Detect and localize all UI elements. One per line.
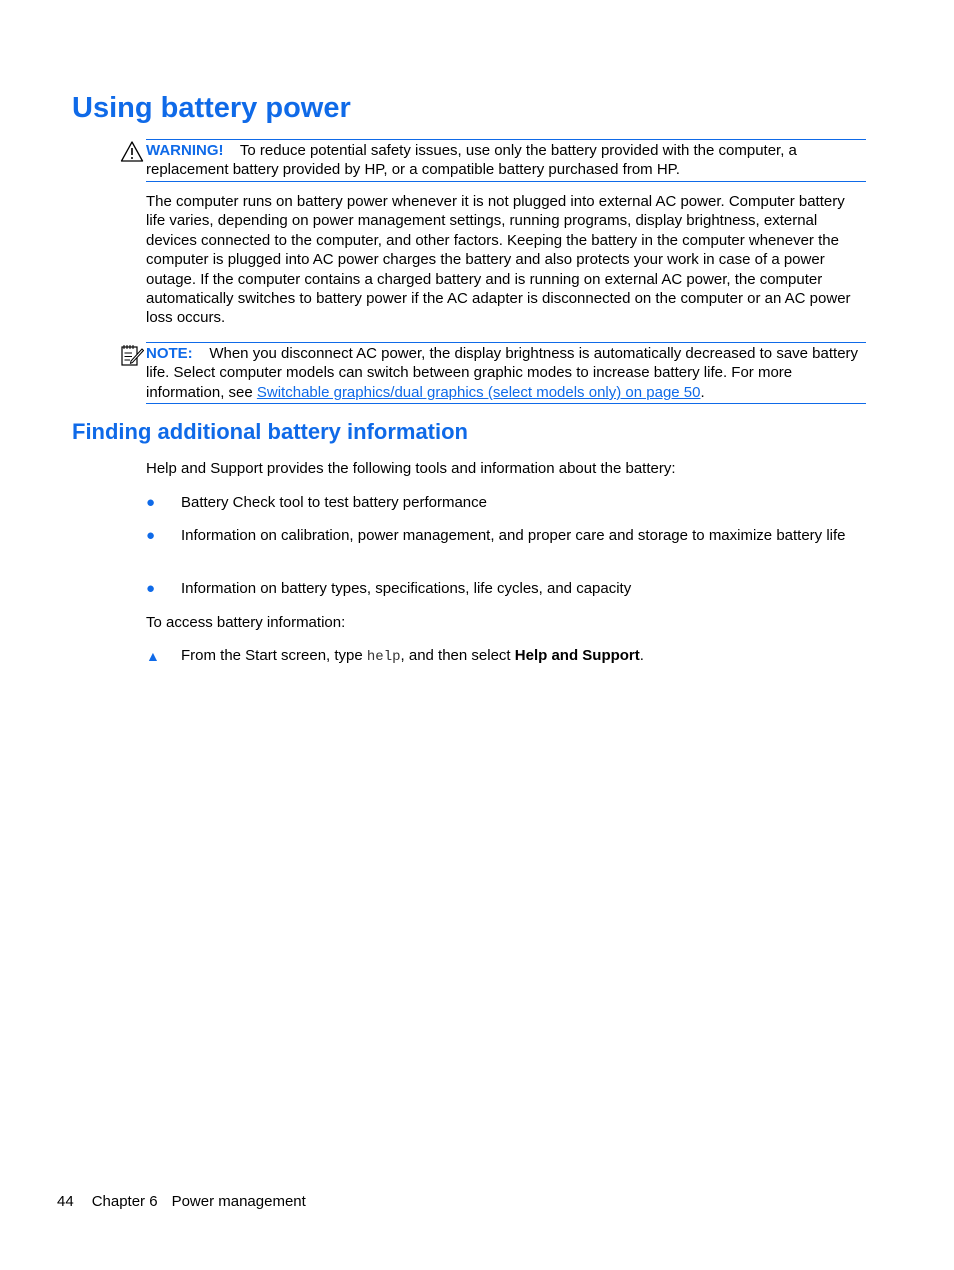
page-title: Using battery power	[72, 92, 351, 124]
access-intro: To access battery information:	[146, 614, 346, 631]
step-text	[181, 646, 871, 667]
footer-chapter: Chapter 6	[91, 1193, 158, 1210]
note-label: NOTE:	[146, 345, 193, 362]
page-footer	[57, 1192, 324, 1211]
page-number: 44	[57, 1193, 74, 1210]
step-text-end: .	[639, 647, 644, 664]
warning-triangle-icon	[120, 140, 144, 164]
help-intro: Help and Support provides the following tools and information about the battery:	[146, 460, 676, 477]
step-text-middle: , and then select	[400, 647, 515, 664]
step-triangle-icon: ▲	[146, 648, 160, 664]
help-and-support-label: Help and Support	[514, 647, 640, 664]
list-item: Information on battery types, specifications, life cycles, and capacity	[181, 580, 632, 597]
bullet-icon: ●	[146, 580, 156, 597]
step-text-start: From the Start screen, type	[181, 647, 367, 664]
list-item: Information on calibration, power management, and proper care and storage to maximize battery life	[181, 527, 846, 544]
intro-paragraph: The computer runs on battery power whenever it is not plugged into external AC power. Computer battery life varies, depending on power management settings, running programs, display brightness, external devices connected to the computer, and other factors. Keeping the battery in the computer whenever the computer is plugged into AC power charges the battery and also protects your work in case of a power outage. If the computer contains a charged battery and is running on external AC power, the computer automatically switches to battery power if the AC adapter is disconnected on the computer or an AC power loss occurs.	[146, 193, 851, 327]
note-callout	[146, 342, 866, 404]
bullet-icon: ●	[146, 527, 156, 544]
warning-text: To reduce potential safety issues, use only the battery provided with the computer, a replacement battery provided by HP, or a compatible battery purchased from HP.	[146, 142, 797, 179]
section-heading: Finding additional battery information	[72, 419, 468, 444]
note-pad-icon	[120, 343, 144, 367]
note-text: When you disconnect AC power, the display brightness is automatically decreased to save battery life. Select computer models can switch between graphic modes to increase battery life. For more information, see	[146, 345, 859, 401]
note-text-end: .	[700, 383, 705, 401]
warning-label: WARNING!	[146, 142, 224, 159]
warning-callout	[146, 139, 866, 182]
bullet-icon: ●	[146, 494, 156, 511]
list-item: Battery Check tool to test battery performance	[181, 494, 487, 511]
cross-reference-link[interactable]: Switchable graphics/dual graphics (select models only) on page 50	[256, 383, 701, 401]
code-help: help	[366, 649, 401, 665]
footer-title: Power management	[171, 1193, 306, 1210]
